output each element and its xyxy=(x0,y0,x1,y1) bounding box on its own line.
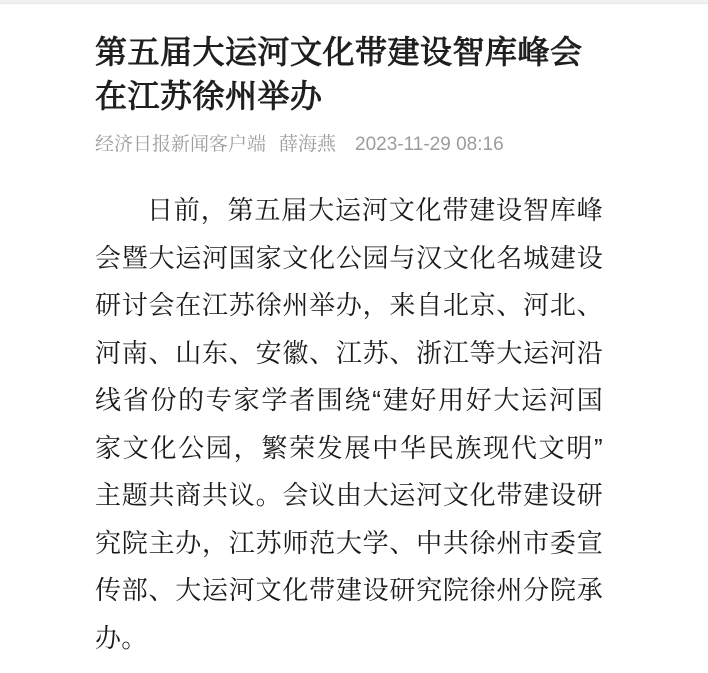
byline-author: 薛海燕 xyxy=(279,134,337,155)
article-body xyxy=(95,187,603,662)
article-container xyxy=(95,4,603,662)
article-title: 第五届大运河文化带建设智库峰会在江苏徐州举办 xyxy=(95,34,583,114)
article-paragraph: 日前，第五届大运河文化带建设智库峰会暨大运河国家文化公园与汉文化名城建设研讨会在江苏徐州举办，来自北京、河北、河南、山东、安徽、江苏、浙江等大运河沿线省份的专家学者围绕“建好用好大运河国家文化公园，繁荣发展中华民族现代文明”主题共商共议。会议由大运河文化带建设研究院主办，江苏师范大学、中共徐州市委宣传部、大运河文化带建设研究院徐州分院承办。 xyxy=(95,195,603,653)
byline-source: 经济日报新闻客户端 xyxy=(95,134,267,155)
article-byline xyxy=(95,134,603,156)
byline-datetime: 2023-11-29 08:16 xyxy=(355,134,504,155)
